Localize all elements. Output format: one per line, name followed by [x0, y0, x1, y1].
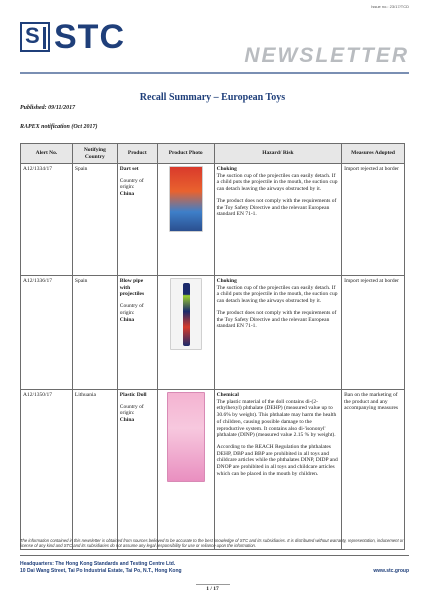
col-header-measures: Measures Adopted — [342, 144, 405, 164]
logo-text: STC — [54, 18, 125, 56]
alert-no-cell: A12/1336/17 — [21, 276, 73, 390]
origin-value: China — [119, 417, 135, 424]
col-header-hazard: Hazard/ Risk — [214, 144, 341, 164]
product-cell — [117, 390, 157, 550]
measures-cell: Import rejected at border — [342, 276, 405, 390]
stc-logo — [20, 20, 125, 54]
origin-label: Country of origin: — [119, 303, 144, 316]
page-number: 1 / 17 — [206, 586, 219, 592]
hazard-compliance: The product does not comply with the requirements of the Toy Safety Directive and the relevant European standard EN 71-1. — [216, 309, 337, 330]
photo-cell — [157, 390, 214, 550]
col-header-country: Notifying Country — [72, 144, 117, 164]
blow-pipe-photo — [170, 278, 202, 350]
footer-divider — [20, 555, 409, 556]
issue-number: Issue no.: 23/17/TCD — [371, 4, 409, 9]
hazard-title: Choking — [216, 166, 237, 172]
hq-line-1: Headquarters: The Hong Kong Standards and Testing Centre Ltd. — [20, 561, 176, 567]
headquarters-address — [20, 561, 182, 576]
hazard-description: The suction cup of the projectiles can easily detach. If a child puts the projectile in the mouth, the suction cup can detach leaving the airways obstructed by it. — [216, 284, 338, 305]
table-row — [21, 390, 405, 550]
logo-mark-letter: S — [25, 23, 40, 48]
photo-cell — [157, 276, 214, 390]
product-name: Blow pipe with projectiles — [119, 278, 145, 298]
product-cell — [117, 276, 157, 390]
col-header-product: Product — [117, 144, 157, 164]
stc-logo-mark — [20, 22, 50, 52]
logo-mark-bar — [43, 27, 46, 49]
table-row — [21, 164, 405, 276]
hazard-cell — [214, 164, 341, 276]
col-header-photo: Product Photo — [157, 144, 214, 164]
rapex-notification: RAPEX notification (Oct 2017) — [20, 124, 98, 130]
recall-table — [20, 143, 405, 550]
alert-no-cell: A12/1350/17 — [21, 390, 73, 550]
dart-set-photo — [169, 166, 203, 232]
hq-line-2: 10 Dai Wang Street, Tai Po Industrial Estate, Tai Po, N.T., Hong Kong — [20, 568, 182, 575]
measures-cell: Ban on the marketing of the product and any accompanying measures — [342, 390, 405, 550]
hazard-title: Choking — [216, 278, 237, 284]
product-name: Plastic Doll — [119, 392, 147, 398]
origin-value: China — [119, 191, 135, 198]
disclaimer: The information contained in this newsletter is obtained from sources believed to be accurate to the best knowledge of STC and its subsidiaries. It is distributed without warranty, representation, inducement or license of any kind and STC and its subsidiaries do not assume any legal responsibility for use or reliance upon the information. — [20, 538, 404, 549]
hazard-cell — [214, 390, 341, 550]
country-cell: Spain — [72, 276, 117, 390]
product-cell — [117, 164, 157, 276]
hazard-compliance: The product does not comply with the requirements of the Toy Safety Directive and the relevant European standard EN 71-1. — [216, 197, 337, 218]
origin-label: Country of origin: — [119, 403, 144, 417]
website-link[interactable]: www.stc.group — [373, 568, 409, 574]
header-divider — [20, 72, 409, 74]
country-cell: Spain — [72, 164, 117, 276]
measures-cell: Import rejected at border — [342, 164, 405, 276]
hazard-title: Chemical — [216, 392, 239, 398]
origin-value: China — [119, 316, 135, 323]
col-header-alert-no: Alert No. — [21, 144, 73, 164]
photo-cell — [157, 164, 214, 276]
hazard-description: The suction cup of the projectiles can easily detach. If a child puts the projectile in the mouth, the suction cup can detach leaving the airways obstructed by it. — [216, 172, 338, 193]
table-header-row — [21, 144, 405, 164]
country-cell: Lithuania — [72, 390, 117, 550]
published-date: Published: 09/11/2017 — [20, 105, 76, 111]
product-name: Dart set — [119, 166, 139, 172]
plastic-doll-photo — [167, 392, 205, 482]
page-title: Recall Summary – European Toys — [139, 92, 286, 103]
hazard-cell — [214, 276, 341, 390]
origin-label: Country of origin: — [119, 177, 144, 191]
hazard-description: The plastic material of the doll contains di-(2-ethylhexyl) phthalate (DEHP) (measured value up to 30.6% by weight). This phthalate may harm the health of children, causing possible damage to the reproductive system. It contains also di-'isononyl' phthalate (DINP) (measured value 2.15 % by weight). — [216, 398, 337, 439]
table-row — [21, 276, 405, 390]
alert-no-cell: A12/1334/17 — [21, 164, 73, 276]
hazard-compliance: According to the REACH Regulation the phthalates DEHP, DBP and BBP are prohibited in all toys and childcare articles while the phthalates DINP, DIDP and DNOP are prohibited in all toys and childcare articles which can be placed in the mouth by children. — [216, 443, 338, 477]
page-number-rule — [196, 584, 230, 585]
newsletter-banner: NEWSLETTER — [244, 44, 409, 67]
